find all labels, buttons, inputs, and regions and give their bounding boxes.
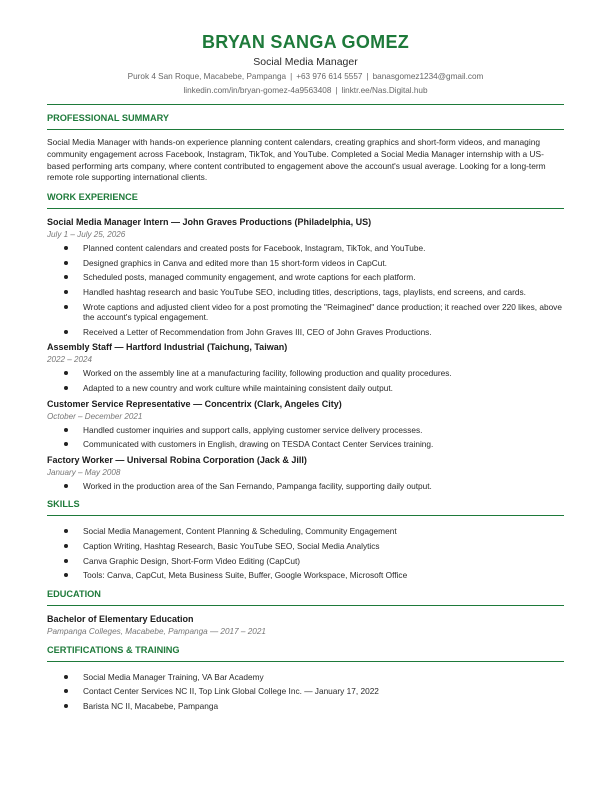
candidate-title: Social Media Manager (253, 56, 358, 68)
bullet-icon (64, 484, 68, 488)
bullet-icon (64, 305, 68, 309)
bullet-item: Worked in the production area of the San Fernando, Pampanga facility, supporting daily output. (47, 481, 564, 492)
bullet-item: Planned content calendars and created posts for Facebook, Instagram, TikTok, and YouTube. (47, 243, 564, 254)
bullet-icon (64, 442, 68, 446)
bullet-icon (64, 330, 68, 334)
section-heading: PROFESSIONAL SUMMARY (47, 112, 564, 130)
bullet-item: Scheduled posts, managed community engagement, and wrote captions for each platform. (47, 272, 564, 283)
bullet-icon (64, 689, 68, 693)
candidate-name: BRYAN SANGA GOMEZ (201, 32, 410, 52)
job-dates: July 1 – July 25, 2026 (47, 230, 126, 240)
bullet-icon (64, 559, 68, 563)
bullet-icon (64, 371, 68, 375)
certification-item: Social Media Manager Training, VA Bar Academy (47, 672, 564, 683)
bullet-icon (64, 246, 68, 250)
job-bullets (47, 368, 564, 393)
job-title: Factory Worker — Universal Robina Corporation (Jack & Jill) (47, 454, 307, 465)
bullet-icon (64, 529, 68, 533)
skill-item: Social Media Management, Content Planning & Scheduling, Community Engagement (47, 526, 564, 537)
phone: +63 976 614 5557 (296, 72, 363, 81)
bullet-item: Handled hashtag research and basic YouTube SEO, including titles, descriptions, tags, playlists, end screens, and cards. (47, 287, 564, 298)
skill-item: Tools: Canva, CapCut, Meta Business Suite, Buffer, Google Workspace, Microsoft Office (47, 570, 564, 581)
job-title: Social Media Manager Intern — John Graves Productions (Philadelphia, US) (47, 217, 372, 228)
bullet-item: Communicated with customers in English, drawing on TESDA Contact Center Services training. (47, 439, 564, 450)
section-heading: SKILLS (47, 498, 564, 516)
bullet-icon (64, 704, 68, 708)
certifications-list (47, 672, 564, 712)
separator: | (335, 86, 338, 95)
job-title: Customer Service Representative — Concentrix (Clark, Angeles City) (47, 398, 342, 409)
job-dates: 2022 – 2024 (47, 355, 93, 365)
school-info: Pampanga Colleges, Macabebe, Pampanga — 2017 – 2021 (47, 626, 266, 636)
bullet-icon (64, 428, 68, 432)
job-dates: January – May 2008 (47, 467, 121, 477)
job-dates: October – December 2021 (47, 411, 143, 421)
contact-line-1 (47, 71, 564, 83)
summary-text: Social Media Manager with hands-on experience planning content calendars, creating graphics and short-form videos, and managing community engagement across Facebook, Instagram, TikTok, and YouTube. Completed a Social Media Manager internship with a US-based performing arts company, where content contributed to engagement above the account's usual average. Looking for a long-term remote role supporting international clients. (47, 137, 546, 183)
job-entry (47, 341, 564, 393)
summary-section (47, 112, 564, 184)
section-heading: WORK EXPERIENCE (47, 191, 564, 209)
address: Purok 4 San Roque, Macabebe, Pampanga (127, 72, 287, 81)
skills-section (47, 498, 564, 580)
job-bullets (47, 243, 564, 337)
experience-section (47, 191, 564, 491)
bullet-item: Adapted to a new country and work culture while maintaining consistent daily output. (47, 383, 564, 394)
bullet-item: Wrote captions and adjusted client video for a post promoting the "Reimagined" dance production; it reached over 220 likes, above the account's typical engagement. (47, 302, 564, 323)
job-bullets (47, 425, 564, 450)
separator: | (366, 72, 369, 81)
separator: | (290, 72, 293, 81)
skill-item: Canva Graphic Design, Short-Form Video Editing (CapCut) (47, 556, 564, 567)
contact-line-2 (47, 85, 564, 97)
certification-item: Barista NC II, Macabebe, Pampanga (47, 701, 564, 712)
bullet-icon (64, 544, 68, 548)
certification-item: Contact Center Services NC II, Top Link Global College Inc. — January 17, 2022 (47, 686, 564, 697)
bullet-item: Handled customer inquiries and support calls, applying customer service delivery processes. (47, 425, 564, 436)
job-entry (47, 398, 564, 450)
job-title: Assembly Staff — Hartford Industrial (Taichung, Taiwan) (47, 342, 288, 353)
job-bullets (47, 481, 564, 492)
bullet-icon (64, 261, 68, 265)
bullet-icon (64, 573, 68, 577)
bullet-icon (64, 290, 68, 294)
bullet-icon (64, 275, 68, 279)
resume-page (47, 31, 564, 715)
job-entry (47, 216, 564, 337)
certifications-section (47, 644, 564, 712)
bullet-item: Designed graphics in Canva and edited more than 15 short-form videos in CapCut. (47, 258, 564, 269)
bullet-item: Worked on the assembly line at a manufacturing facility, following production and quality procedures. (47, 368, 564, 379)
linktree-link[interactable]: linktr.ee/Nas.Digital.hub (341, 86, 428, 95)
bullet-item: Received a Letter of Recommendation from John Graves III, CEO of John Graves Productions. (47, 327, 564, 338)
section-heading: CERTIFICATIONS & TRAINING (47, 644, 564, 662)
job-entry (47, 454, 564, 492)
bullet-icon (64, 675, 68, 679)
education-section (47, 588, 564, 637)
section-heading: EDUCATION (47, 588, 564, 606)
skill-item: Caption Writing, Hashtag Research, Basic YouTube SEO, Social Media Analytics (47, 541, 564, 552)
header-divider (47, 104, 564, 105)
resume-header (47, 31, 564, 105)
skills-list (47, 526, 564, 580)
bullet-icon (64, 386, 68, 390)
degree-title: Bachelor of Elementary Education (47, 613, 194, 624)
email-link[interactable]: banasgomez1234@gmail.com (372, 72, 484, 81)
linkedin-link[interactable]: linkedin.com/in/bryan-gomez-4a9563408 (183, 86, 332, 95)
